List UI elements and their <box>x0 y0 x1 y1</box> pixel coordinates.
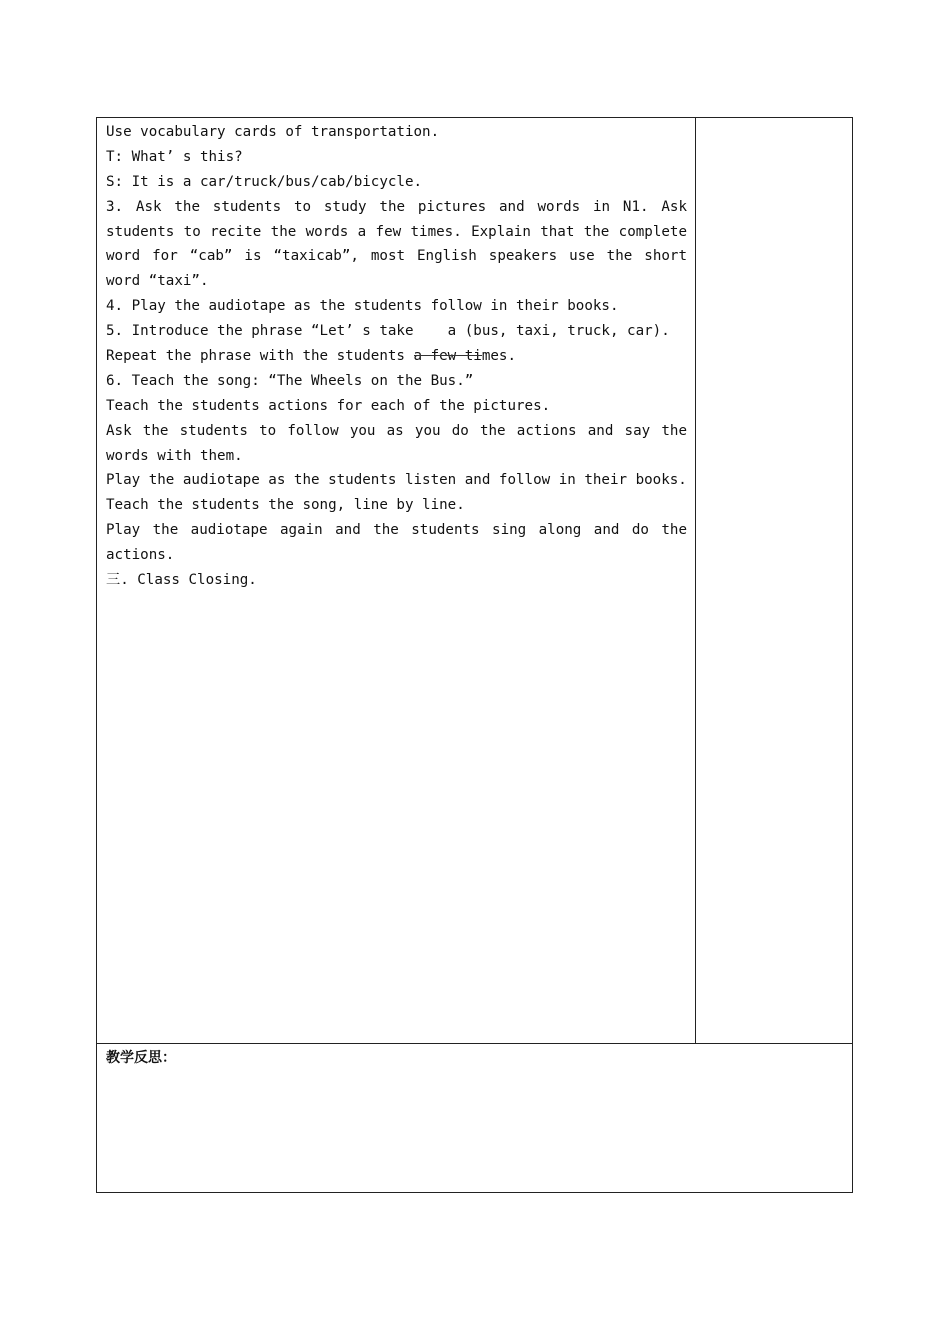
text-line: T: What’ s this? <box>106 148 243 165</box>
procedure-row <box>97 118 852 1044</box>
text-line: S: It is a car/truck/bus/cab/bicycle. <box>106 173 423 190</box>
text-line: Play the audiotape again and the students sing along and do the <box>106 522 687 539</box>
struck-text: a few ti <box>413 348 482 365</box>
text-line: 6. Teach the song: “The Wheels on the Bus.” <box>106 372 474 389</box>
text-line: Teach the students actions for each of the pictures. <box>106 397 551 414</box>
repeat-phrase-line <box>106 344 687 369</box>
text-line: word for “cab” is “taxicab”, most English speakers use the short <box>106 248 687 265</box>
repeat-text-after: mes. <box>481 348 517 365</box>
text-line: word “taxi”. <box>106 273 209 290</box>
text-line: Teach the students the song, line by line. <box>106 497 465 514</box>
reflection-label: 教学反思： <box>106 1050 176 1066</box>
notes-cell <box>696 118 852 1043</box>
text-line: words with them. <box>106 447 243 464</box>
text-line: Use vocabulary cards of transportation. <box>106 124 440 140</box>
repeat-text-before: Repeat the phrase with the students <box>106 348 414 365</box>
text-line: students to recite the words a few times. Explain that the complete <box>106 223 687 240</box>
reflection-row <box>97 1044 852 1192</box>
text-line: actions. <box>106 547 175 564</box>
text-line: Play the audiotape as the students listen and follow in their books. <box>106 472 687 489</box>
text-line: 5. Introduce the phrase “Let’ s take a (bus, taxi, truck, car). <box>106 323 670 340</box>
text-line: Ask the students to follow you as you do the actions and say the <box>106 422 687 439</box>
lesson-plan-table <box>96 117 853 1193</box>
text-line: 4. Play the audiotape as the students follow in their books. <box>106 298 619 315</box>
text-line: 3. Ask the students to study the pictures and words in N1. Ask <box>106 198 687 215</box>
text-line: 三. Class Closing. <box>106 572 257 589</box>
procedure-cell <box>97 118 696 1043</box>
